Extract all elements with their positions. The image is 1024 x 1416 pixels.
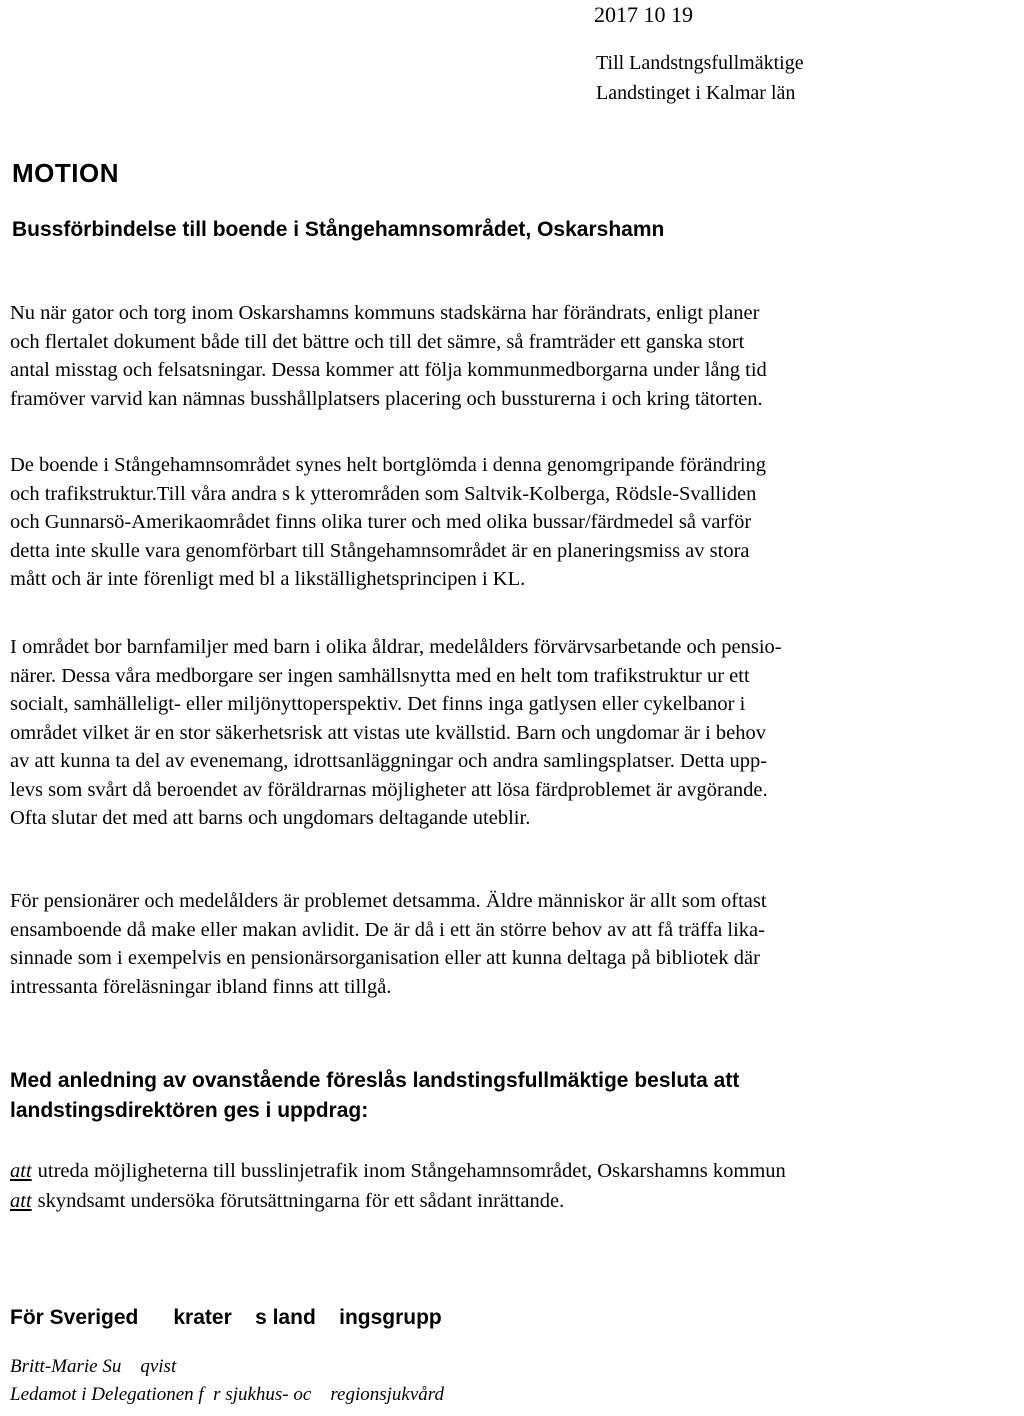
paragraph-line: och Gunnarsö-Amerikaområdet finns olika turer och med olika bussar/färdmedel så varför <box>10 511 752 533</box>
att-item <box>10 1156 786 1186</box>
signer-role: Ledamot i Delegationen f r sjukhus- oc regionsjukvård <box>10 1384 444 1405</box>
document-title: Bussförbindelse till boende i Stångehamnsområdet, Oskarshamn <box>12 218 665 241</box>
paragraph-line: För pensionärer och medelålders är problemet detsamma. Äldre människor är allt som oftast <box>10 890 767 912</box>
paragraph-4 <box>10 887 1010 1001</box>
document-type: MOTION <box>12 158 119 188</box>
paragraph-line: Nu när gator och torg inom Oskarshamns kommuns stadskärna har förändrats, enligt planer <box>10 302 760 324</box>
att-text: utreda möjligheterna till busslinjetrafik inom Stångehamnsområdet, Oskarshamns kommun <box>37 1160 786 1182</box>
paragraph-line: levs som svårt då beroendet av föräldrarnas möjligheter att lösa färdproblemet är avgörande. <box>10 778 768 801</box>
paragraph-line: I området bor barnfamiljer med barn i olika åldrar, medelålders förvärvsarbetande och pensio- <box>10 636 782 658</box>
att-item <box>10 1186 786 1216</box>
paragraph-2 <box>10 451 1010 594</box>
paragraph-line: Ofta slutar det med att barns och ungdomars deltagande uteblir. <box>10 807 531 829</box>
att-marker: att <box>10 1190 32 1212</box>
paragraph-3 <box>10 633 1010 833</box>
paragraph-line: socialt, samhälleligt- eller miljönyttoperspektiv. Det finns inga gatlysen eller cykelbanor i <box>10 693 746 715</box>
paragraph-line: av att kunna ta del av evenemang, idrottsanläggningar och andra samlingsplatser. Detta upp- <box>10 750 768 772</box>
recipient-line-2: Landstinget i Kalmar län <box>596 82 796 104</box>
recipient-line-1: Till Landstngsfullmäktige <box>596 52 804 74</box>
paragraph-line: och flertalet dokument både till det bättre och till det sämre, så framträder ett ganska stort <box>10 330 745 353</box>
paragraph-line: området vilket är en stor säkerhetsrisk att vistas ute kvällstid. Barn och ungdomar är i behov <box>10 721 767 744</box>
paragraph-1 <box>10 299 1010 413</box>
party-signature: För Sveriged krater s land ingsgrupp <box>10 1306 442 1329</box>
paragraph-line: intressanta föreläsningar ibland finns att tillgå. <box>10 975 392 998</box>
att-text: skyndsamt undersöka förutsättningarna för ett sådant inrättande. <box>37 1190 565 1212</box>
paragraph-line: mått och är inte förenligt med bl a likställighetsprincipen i KL. <box>10 568 526 590</box>
paragraph-line: ensamboende då make eller makan avlidit. De är då i ett än större behov av att få träffa lika- <box>10 918 765 941</box>
signer-name: Britt-Marie Su qvist <box>10 1356 177 1377</box>
paragraph-line: detta inte skulle vara genomförbart till Stångehamnsområdet är en planeringsmiss av stora <box>10 539 750 562</box>
proposal-heading <box>10 1066 739 1126</box>
proposal-line: landstingsdirektören ges i uppdrag: <box>10 1099 369 1122</box>
paragraph-line: sinnade som i exempelvis en pensionärsorganisation eller att kunna deltaga på bibliotek där <box>10 947 760 969</box>
paragraph-line: antal misstag och felsatsningar. Dessa kommer att följa kommunmedborgarna under lång tid <box>10 359 767 381</box>
paragraph-line: De boende i Stångehamnsområdet synes helt bortglömda i denna genomgripande förändring <box>10 454 767 476</box>
paragraph-line: närer. Dessa våra medborgare ser ingen samhällsnytta med en helt tom trafikstruktur ur ett <box>10 664 750 687</box>
paragraph-line: och trafikstruktur.Till våra andra s k ytterområden som Saltvik-Kolberga, Rödsle-Svalliden <box>10 482 757 505</box>
paragraph-line: framöver varvid kan nämnas busshållplatsers placering och bussturerna i och kring tätorten. <box>10 387 763 410</box>
att-marker: att <box>10 1160 32 1182</box>
date: 2017 10 19 <box>594 2 693 27</box>
att-list <box>10 1156 786 1216</box>
proposal-line: Med anledning av ovanstående föreslås landstingsfullmäktige besluta att <box>10 1069 740 1092</box>
